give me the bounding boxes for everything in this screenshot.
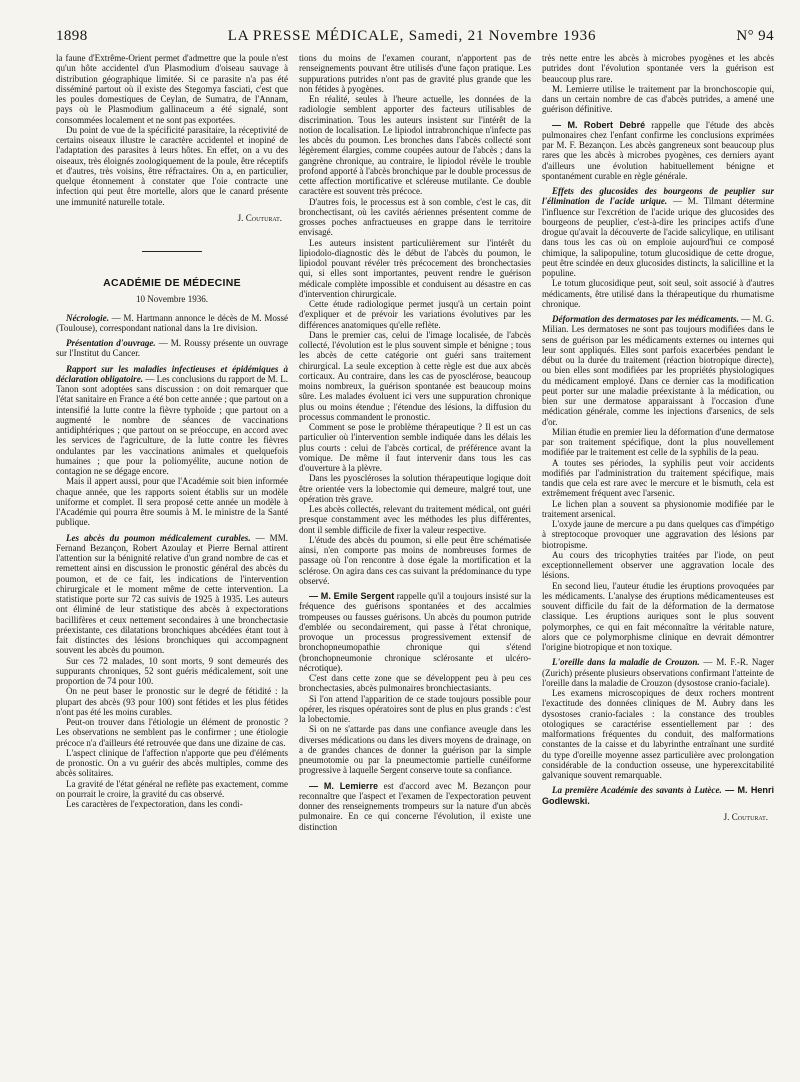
entry-text: — M. F.-R. Nager (Zurich) présente plusieurs observations confirmant l'atteinte de l'oreille dans la maladie de Crouzon (dysostose cranio-faciale).	[542, 657, 774, 688]
paragraph: Les caractères de l'expectoration, dans les condi-	[66, 799, 243, 809]
entry-heading: Présentation d'ouvrage.	[66, 338, 156, 348]
paragraph: Si l'on attend l'apparition de ce stade toujours possible pour opérer, les risques opératoires sont de plus en plus grands : c'est la lobectomie.	[299, 693, 531, 724]
paragraph: Les examens microscopiques de deux rochers montrent l'exactitude des données cliniques de M. Aubry dans les dysostoses cranio-faciales : la constance des troubles otologiques se caractérise essentiellement par : des malformations fréquentes du conduit, des malformations constantes de la caisse et du labyrinthe entraînant une surdité du type d'oreille moyenne assez particulière avec prolongation considérable de la conduction osseuse, une hyperexcitabilité galvanique souvent remarquable.	[542, 688, 774, 780]
publication-title: LA PRESSE MÉDICALE, Samedi, 21 Novembre 1936	[227, 28, 597, 44]
column-3	[542, 53, 774, 832]
entry-glucosides	[542, 186, 774, 278]
speaker-name: — M. Lemierre	[309, 780, 379, 791]
paragraph: Milian étudie en premier lieu la déformation d'une dermatose par son traitement spécifique, dont la plus nouvellement modifiée par le traitement est celle de la syphilis de la peau.	[542, 426, 774, 458]
entry-heading: Effets des glucosides des bourgeons de peuplier sur l'élimination de l'acide urique.	[542, 186, 774, 207]
entry-text: — MM. Fernand Bezançon, Robert Azoulay et Pierre Bernal attirent l'attention sur la bénignité relative d'un grand nombre de cas et remettent ainsi en discussion le pronostic général des abcès du poumon, et de ce fait, les indications de l'intervention chirurgicale et le moment même de cette intervention. La statistique porte sur 72 cas suivis de 1925 à 1935. Les auteurs ont éliminé de leur statistique des abcès à expectorations bacillifères et ceux nettement secondaires à une bronchectasie préexistante, ces dilatations bronchiques abcédées étant tout à fait distinctes des lésions bronchiques qui accompagnent souvent les abcès du poumon.	[56, 532, 289, 656]
entry-heading: Déformation des dermatoses par les médicaments.	[552, 314, 739, 324]
entry-lutece	[542, 785, 774, 806]
entry-text: rappelle que l'étude des abcès pulmonaires chez l'enfant confirme les conclusions exprimées par M. F. Bezançon. Les abcès gangreneux sont beaucoup plus rares que les abcès à microbes pyogènes, ces derniers ayant d'ailleurs une évolution habituellement bénigne et spontanément curable en règle générale.	[542, 119, 774, 181]
paragraph: Au cours des tricophyties traitées par l'iode, on peut exceptionnellement observer une aggravation locale des lésions.	[542, 549, 774, 581]
paragraph: En réalité, seules à l'heure actuelle, les données de la radiologie semblent apporter des facteurs utilisables de discrimination. Tous les auteurs insistent sur l'intérêt de la notion de localisation. Le lipiodol intrabronchique n'infecte pas les abcès du poumon. Les bronches dans l'abcès collecté sont légèrement élargies, comme coupées autour de l'abcès ; dans la gangrène chronique, au contraire, le lipiodol révèle le trouble profond apporté à l'abcès bronchique par le double processus de cette affection mortificative et scléreuse mutilante. Ce double caractère est souvent très précoce.	[299, 94, 531, 197]
entry-oreille	[542, 657, 774, 688]
issue-number: N° 94	[736, 28, 774, 44]
paragraph: M. Lemierre utilise le traitement par la bronchoscopie qui, dans un certain nombre de cas d'abcès putrides, a amené une guérison définitive.	[542, 83, 774, 115]
entry-dermatoses	[542, 314, 774, 427]
article-columns	[56, 53, 774, 832]
paragraph: On ne peut baser le pronostic sur le degré de fétidité : la plupart des abcès (93 pour 100) sont fétides et les plus fétides n'ont pas été les moins curables.	[56, 686, 288, 717]
entry-lemierre	[299, 781, 531, 832]
paragraph: Dans le premier cas, celui de l'image localisée, de l'abcès collecté, l'évolution est le plus souvent simple et bénigne ; tous les abcès de cette catégorie ont guéri sans traitement chirurgical. La seule exception à cette règle est due aux abcès corticaux. Au contraire, dans les cas de pyosclérose, beaucoup moins nombreux, la guérison spontanée est beaucoup moins sûre. Les malades évoluent ici vers une suppuration chronique plus ou moins étendue ; l'étendue des lésions, la diffusion du processus commandent le pronostic.	[299, 329, 531, 422]
column-2	[299, 53, 531, 832]
paragraph: L'étude des abcès du poumon, si elle peut être schématisée ainsi, n'en comporte pas moins de nombreuses formes de passage où l'on rencontre à dose égale la mortification et la sclérose. On agira dans ces cas suivant la prédominance du type observé.	[299, 534, 531, 586]
paragraph: Cette étude radiologique permet jusqu'à un certain point d'expliquer et de prévoir les variations évolutives par les différences anatomiques qu'elle reflète.	[299, 299, 531, 330]
section-divider	[142, 251, 202, 252]
entry-rapport	[56, 364, 288, 477]
entry-debre	[542, 120, 774, 182]
entry-text: — M. G. Milian. Les dermatoses ne sont pas toujours modifiées dans le sens de guérison par les médicaments externes ou internes qui leur sont appliqués. Elles sont parfois exacerbées pendant le début ou la durée du traitement (réaction biotropique directe), ou bien elles sont modifiées par les propriétés physiologiques du médicament employé. Dans ce dernier cas la modification peut porter sur une maladie préexistante à la médication, ou bien sur une dermatose apparaissant à l'occasion d'une médication générale, comme les injections d'arsenics, de sels d'or.	[542, 314, 774, 427]
paragraph: très nette entre les abcès à microbes pyogènes et les abcès putrides dont l'évolution spontanée vers la guérison est beaucoup plus rare.	[542, 53, 774, 84]
speaker-name: — M. Robert Debré	[552, 119, 646, 130]
paragraph: Les abcès collectés, relevant du traitement médical, ont guéri presque constamment avec les méthodes les plus différentes, dont il semble difficile de fixer la valeur respective.	[299, 504, 531, 535]
entry-necrologie	[56, 313, 288, 334]
entry-heading: L'oreille dans la maladie de Crouzon.	[552, 657, 700, 668]
entry-text: — M. Hartmann annonce le décès de M. Mossé (Toulouse), correspondant national dans la 1re division.	[56, 312, 288, 333]
paragraph: la faune d'Extrême-Orient permet d'admettre que la poule n'est qu'un hôte accidentel d'un Plasmodium d'oiseau sauvage à distribution géographique limitée. Si ce parasite n'a pas été disséminé partout où il existe des Stegomya fasciati, c'est que les poules domestiques de Ceylan, de Sumatra, de l'Annam, pays où le Plasmodium gallinaceum a été signalé, sont consommées localement et ne sont pas exportées.	[56, 53, 288, 125]
paragraph: C'est dans cette zone que se développent peu à peu ces bronchectasies, abcès pulmonaires bronchiectasiants.	[299, 673, 531, 694]
entry-text: — M. Roussy présente un ouvrage sur l'Institut du Cancer.	[56, 338, 288, 359]
page-number: 1898	[56, 28, 88, 44]
entry-text: rappelle qu'il a toujours insisté sur la fréquence des guérisons spontanées et des accalmies trompeuses ou fausses guérisons. Un abcès du poumon putride d'emblée ou secondairement, qui passe à l'état chronique, provoque un processus progressivement extensif de bronchopneumopathie chronique qui s'étend (bronchopneumonie chronique sclérosante et ulcéro-nécrotique).	[299, 591, 531, 673]
entry-sergent	[299, 591, 531, 673]
paragraph: Du point de vue de la spécificité parasitaire, la réceptivité de certains oiseaux illustre le caractère accidentel et inopiné de l'adaptation des parasites à leurs hôtes. En effet, on a vu des oiseaux, très éloignés zoologiquement de la poule, être réceptifs et d'autres, très voisins, être réfractaires. On a, en particulier, quelque étonnement à constater que l'oie contracte une infection qui peut être mortelle, alors que le canard présente une immunité naturelle totale.	[56, 124, 288, 207]
signature: J. Couturat.	[723, 811, 768, 822]
paragraph: L'oxyde jaune de mercure a pu dans quelques cas d'impétigo à streptocoque provoquer une aggravation des lésions par biotropisme.	[542, 519, 774, 550]
entry-heading: Nécrologie.	[66, 312, 109, 323]
page-header	[56, 28, 774, 45]
entry-text: est d'accord avec M. Bezançon pour reconnaître que l'aspect et l'examen de l'expectoration peuvent donner des renseignements trompeurs sur la nature d'un abcès pulmonaire. En ce qui concerne l'évolution, il existe une distinction	[299, 780, 532, 832]
entry-heading: La première Académie des savants à Lutèce.	[552, 785, 722, 796]
paragraph: D'autres fois, le processus est à son comble, c'est le cas, dit bronchectisant, où les cavités aériennes présentent comme de grosses poches anfractueuses en grappe dans le territoire envisagé.	[299, 196, 531, 238]
section-date: 10 Novembre 1936.	[135, 294, 209, 305]
paragraph: Peut-on trouver dans l'étiologie un élément de pronostic ? Les observations ne semblent pas le confirmer ; une étiologie précoce n'a d'ailleurs été retrouvée que dans une dizaine de cas.	[56, 717, 288, 748]
paragraph: Le totum glucosidique peut, soit seul, soit associé à d'autres médicaments, être utilisé dans la thérapeutique du rhumatisme chronique.	[542, 278, 774, 309]
paragraph: La gravité de l'état général ne reflète pas exactement, comme on pourrait le croire, la gravité du cas observé.	[56, 778, 288, 799]
entry-text: — M. Tilmant détermine l'influence sur l'excrétion de l'acide urique des glucosides des bourgeons de peuplier, c'est-à-dire les principes actifs d'une drogue qu'avait la découverte de l'acide salicylique, en utilisant dans tous les cas où on emploie aujourd'hui ce composé chimique, la salipopuline, totum glucosidique de cette drogue, peut être scindée en deux glucosides distincts, la salicilline et la populine.	[542, 196, 774, 278]
signature: J. Couturat.	[237, 212, 282, 223]
entry-presentation	[56, 338, 288, 359]
paragraph: tions du moins de l'examen courant, n'apportent pas de renseignements pouvant être utilisés d'une façon pratique. Les suppurations putrides n'ont pas de gravité plus grande que les non fétides à pyogènes.	[299, 53, 531, 94]
paragraph: L'aspect clinique de l'affection n'apporte que peu d'éléments de pronostic. On a vu guérir des abcès multiples, comme des abcès solitaires.	[56, 747, 288, 779]
entry-abces	[56, 533, 288, 656]
paragraph: Comment se pose le problème thérapeutique ? Il est un cas particulier où l'intervention semble indiquée dans les délais les plus courts : celui de l'abcès cortical, de préférence avant la vomique. De même il faut intervenir dans tous les cas d'ouverture à la plèvre.	[299, 422, 531, 473]
entry-text: — Les conclusions du rapport de M. L. Tanon sont adoptées sans discussion : on doit remarquer que l'état sanitaire en France a été bon cette année ; que partout on a intensifié la lutte contre la fièvre typhoïde ; que partout on a augmenté le nombre de séances de vaccinations antidiphtériques ; que partout on se préoccupe, en accord avec les services de l'agriculture, de la lutte contre les fièvres ondulantes par les vaccinations animales et quelquefois humaines ; que pour la poliomyélite, aucune notion de contagion ne se dégage encore.	[56, 373, 288, 476]
paragraph: En second lieu, l'auteur étudie les éruptions provoquées par les médicaments. L'analyse des éruptions médicamenteuses est souvent difficile du fait de la déformation de la dermatose classique. Les éruptions auriques sont le plus souvent polymorphes, ce qui en fait méconnaître la véritable nature, alors que ce polymorphisme clinique en devrait démontrer l'origine biotropique et non toxique.	[542, 580, 774, 652]
entry-heading: Les abcès du poumon médicalement curables.	[66, 532, 251, 543]
entry-heading: Rapport sur les maladies infectieuses et épidémiques à déclaration obligatoire.	[56, 363, 288, 384]
speaker-name: — M. Emile Sergent	[309, 591, 395, 601]
paragraph: Le lichen plan a souvent sa physionomie modifiée par le traitement arsenical.	[542, 498, 774, 519]
paragraph: Sur ces 72 malades, 10 sont morts, 9 sont demeurés des suppurants chroniques, 52 sont guéris médicalement, soit une proportion de 74 pour 100.	[56, 655, 288, 686]
paragraph: Dans les pyoscléroses la solution thérapeutique logique doit être orientée vers la lobectomie qui demeure, malgré tout, une opération très grave.	[299, 473, 531, 504]
paragraph: Mais il appert aussi, pour que l'Académie soit bien informée chaque année, que les rapports soient établis sur un modèle uniforme et complet. Il sera proposé cette année un modèle à l'Académie qui pourra être soumis à M. le ministre de la Santé publique.	[56, 476, 288, 528]
paragraph: Les auteurs insistent particulièrement sur l'intérêt du lipiodolo-diagnostic dès le début de l'abcès du poumon, le lipiodol pouvant révéler très précocement des bronchectasies qui, si elles sont importantes, peuvent rendre le guérison médicale complète impossible et conduisent au désastre en cas d'intervention chirurgicale.	[299, 237, 531, 299]
paragraph: A toutes ses périodes, la syphilis peut voir accidents modifiés par l'administration du traitement spécifique, mais tandis que cela est rare avec le mercure et le bismuth, cela est extrêmement fréquent avec l'arsenic.	[542, 457, 774, 499]
column-1	[56, 53, 288, 832]
section-title: ACADÉMIE DE MÉDECINE	[103, 277, 241, 289]
paragraph: Si on ne s'attarde pas dans une confiance aveugle dans les diverses médications ou dans les divers moyens de drainage, on a de grandes chances de donner la guérison par la simple pneumotomie ou par la pneumectomie partielle cunéiforme progressive à laquelle Sergent conserve toute sa confiance.	[299, 724, 531, 776]
entry-text: — M. Henri Godlewski.	[542, 785, 774, 806]
